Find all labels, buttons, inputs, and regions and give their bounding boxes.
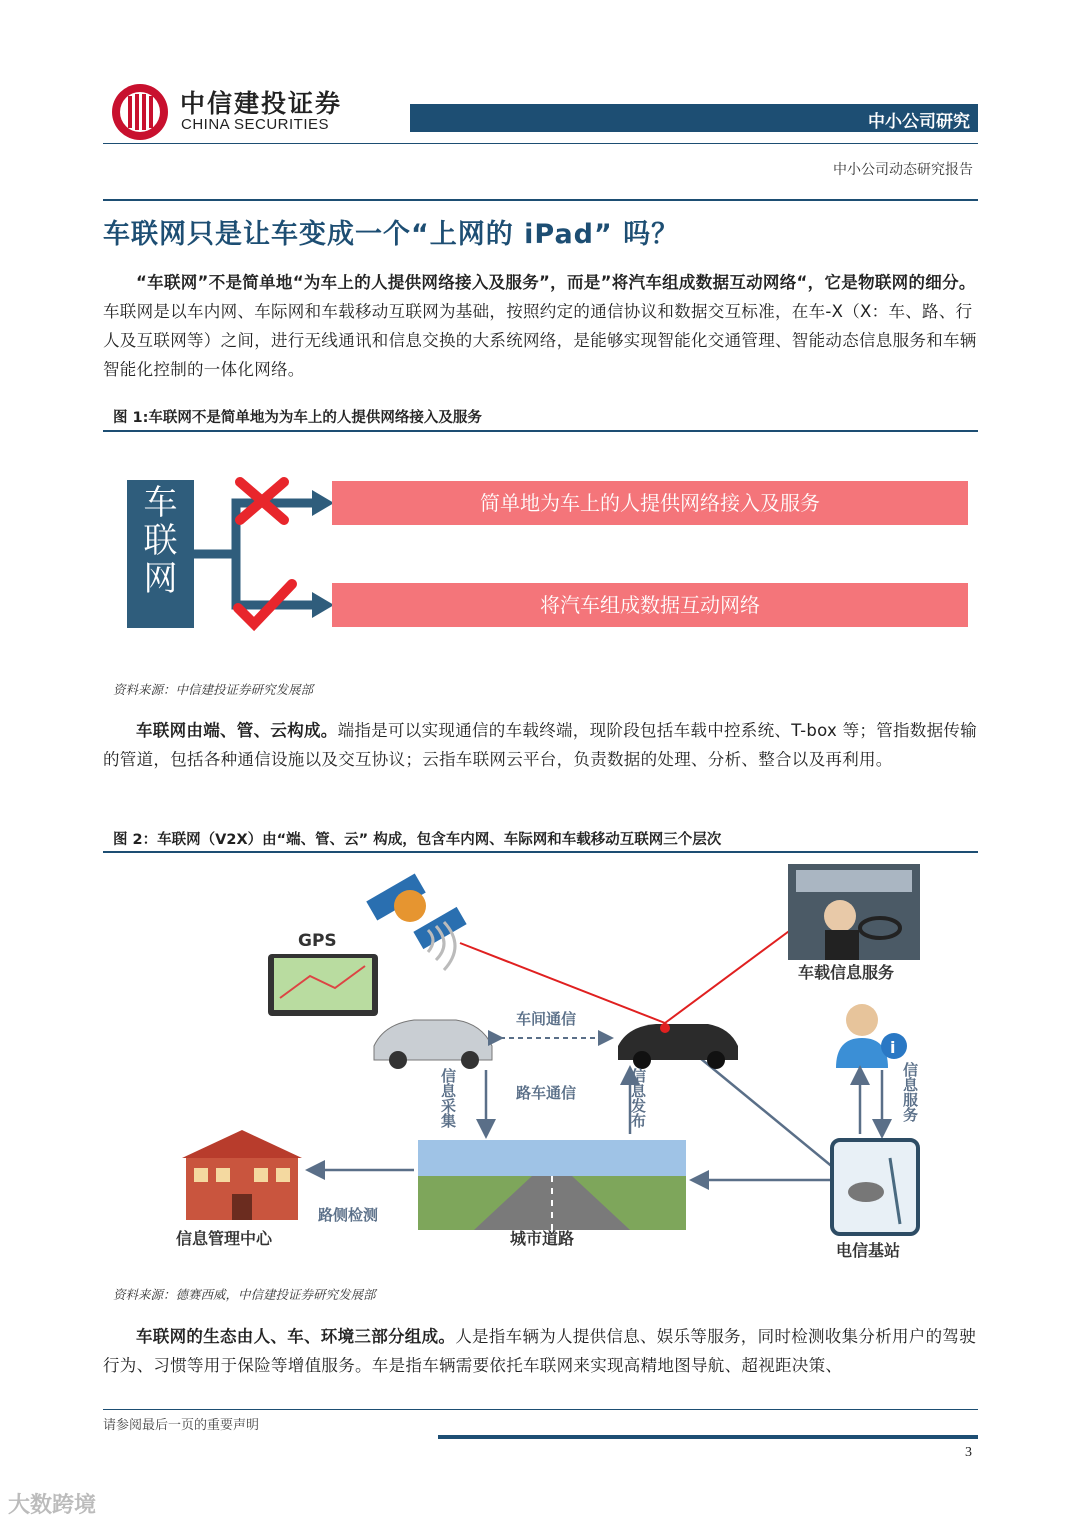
paragraph-2-body: 端指是可以实现通信的车载终端，现阶段包括车载中控系统、T-box 等；管指数据传输的管道，包括各种通信设施以及交互协议；云指车联网云平台，负责数据的处理、分析、整合以及再利用。 bbox=[103, 721, 977, 769]
in-car-photo bbox=[788, 864, 920, 960]
figure-1-source: 资料来源：中信建投证券研究发展部 bbox=[113, 682, 314, 697]
figure-1-rule bbox=[103, 430, 978, 432]
in-car-label: 车载信息服务 bbox=[798, 963, 895, 982]
in-car-signal-line bbox=[665, 923, 800, 1023]
brand-name-en: CHINA SECURITIES bbox=[181, 116, 330, 133]
paragraph-1 bbox=[103, 268, 979, 384]
roadside-label: 路侧检测 bbox=[318, 1206, 379, 1224]
report-type-rule bbox=[103, 199, 978, 201]
building-icon bbox=[182, 1130, 302, 1220]
station-label: 电信基站 bbox=[836, 1241, 901, 1260]
figure-2-source: 资料来源：德赛西威，中信建投证券研究发展部 bbox=[113, 1287, 376, 1302]
paragraph-3-body: 人是指车辆为人提供信息、娱乐等服务，同时检测收集分析用户的驾驶行为、习惯等用于保险等增值服务。车是指车辆需要依托车联网来实现高精地图导航、超视距决策、 bbox=[103, 1327, 977, 1375]
satellite-icon bbox=[366, 873, 466, 970]
footer-disclaimer: 请参阅最后一页的重要声明 bbox=[103, 1418, 260, 1433]
gps-device-icon bbox=[268, 954, 378, 1016]
figure-1-box-label: 车联网 bbox=[143, 483, 178, 599]
black-car-icon bbox=[618, 1023, 738, 1069]
paragraph-1-lead: “车联网”不是简单地“为车上的人提供网络接入及服务”，而是”将汽车组成数据互动网络“，它是物联网的细分。 bbox=[136, 273, 976, 292]
page-title: 车联网只是让车变成一个“上网的 iPad” 吗？ bbox=[103, 219, 680, 250]
page-number: 3 bbox=[965, 1445, 972, 1460]
paragraph-2-lead: 车联网由端、管、云构成。 bbox=[136, 721, 338, 740]
road-label: 城市道路 bbox=[510, 1229, 575, 1248]
city-road-photo bbox=[418, 1140, 686, 1230]
car-to-station-link bbox=[700, 1058, 840, 1173]
section-banner bbox=[410, 104, 978, 132]
gps-label: GPS bbox=[298, 931, 337, 951]
brand-name-cn: 中信建投证券 bbox=[180, 89, 343, 118]
svg-text:i: i bbox=[890, 1038, 896, 1057]
figure-1-connector bbox=[194, 470, 339, 640]
figure-2-title: 图 2：车联网（V2X）由“端、管、云” 构成，包含车内网、车际网和车载移动互联网三个层次 bbox=[113, 832, 722, 848]
figure-1-bar-top: 简单地为车上的人提供网络接入及服务 bbox=[332, 481, 968, 525]
publish-label: 信息发布 bbox=[629, 1068, 647, 1128]
service-label: 信息服务 bbox=[901, 1062, 919, 1122]
v2v-label: 车间通信 bbox=[516, 1010, 577, 1028]
figure-2-rule bbox=[103, 851, 978, 853]
paragraph-3-lead: 车联网的生态由人、车、环境三部分组成。 bbox=[136, 1327, 456, 1346]
center-label: 信息管理中心 bbox=[176, 1229, 273, 1248]
figure-1-bar-bottom: 将汽车组成数据互动网络 bbox=[332, 583, 968, 627]
silver-car-icon bbox=[374, 1020, 492, 1069]
section-label: 中小公司研究 bbox=[868, 112, 970, 132]
v2r-label: 路车通信 bbox=[516, 1084, 577, 1102]
person-icon bbox=[836, 1004, 907, 1068]
figure-1-label-box bbox=[127, 480, 194, 628]
footer-rule bbox=[103, 1409, 978, 1410]
watermark: 大数跨境 bbox=[8, 1493, 97, 1518]
paragraph-3 bbox=[103, 1322, 979, 1380]
china-securities-logo bbox=[110, 82, 170, 142]
figure-2-diagram bbox=[160, 858, 950, 1268]
report-type: 中小公司动态研究报告 bbox=[833, 162, 973, 178]
header-rule bbox=[103, 143, 978, 144]
collect-label: 信息采集 bbox=[439, 1068, 457, 1128]
telecom-station-icon bbox=[832, 1140, 918, 1234]
figure-1-title: 图 1:车联网不是简单地为为车上的人提供网络接入及服务 bbox=[113, 410, 482, 426]
paragraph-2 bbox=[103, 716, 979, 774]
footer-bar bbox=[438, 1435, 978, 1439]
paragraph-1-body: 车联网是以车内网、车际网和车载移动互联网为基础，按照约定的通信协议和数据交互标准，在车-X（X：车、路、行人及互联网等）之间，进行无线通讯和信息交换的大系统网络，是能够实现智能化交通管理、智能动态信息服务和车辆智能化控制的一体化网络。 bbox=[103, 302, 977, 379]
